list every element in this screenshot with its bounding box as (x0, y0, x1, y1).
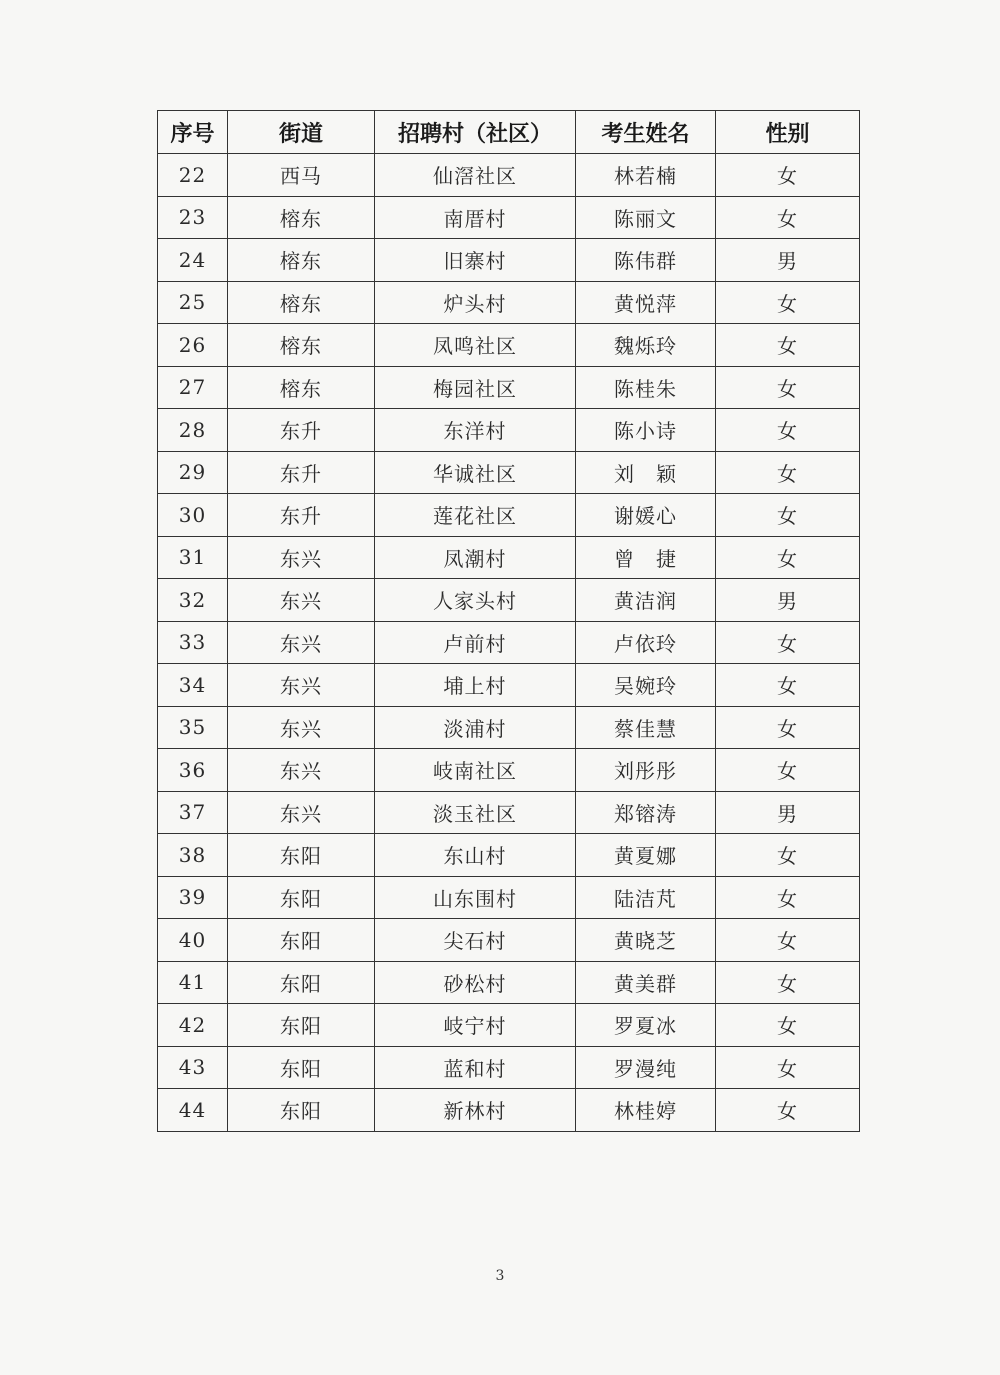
cell-serial-number: 24 (158, 239, 228, 282)
cell-street: 榕东 (228, 366, 375, 409)
cell-street: 东升 (228, 409, 375, 452)
cell-gender: 女 (716, 281, 860, 324)
table-header-row (158, 111, 860, 154)
header-candidate-name: 考生姓名 (576, 111, 716, 154)
cell-candidate-name: 吴婉玲 (576, 664, 716, 707)
cell-serial-number: 33 (158, 621, 228, 664)
cell-recruiting-village: 凤鸣社区 (375, 324, 576, 367)
cell-gender: 女 (716, 366, 860, 409)
cell-recruiting-village: 莲花社区 (375, 494, 576, 537)
table-row (158, 621, 860, 664)
cell-gender: 女 (716, 706, 860, 749)
table-row (158, 536, 860, 579)
cell-recruiting-village: 岐南社区 (375, 749, 576, 792)
cell-recruiting-village: 山东围村 (375, 876, 576, 919)
cell-candidate-name: 黄洁润 (576, 579, 716, 622)
cell-serial-number: 25 (158, 281, 228, 324)
cell-gender: 女 (716, 196, 860, 239)
cell-gender: 女 (716, 451, 860, 494)
cell-street: 东兴 (228, 579, 375, 622)
table-row (158, 1046, 860, 1089)
cell-street: 东兴 (228, 621, 375, 664)
cell-serial-number: 38 (158, 834, 228, 877)
cell-recruiting-village: 东洋村 (375, 409, 576, 452)
table-row (158, 1004, 860, 1047)
cell-serial-number: 36 (158, 749, 228, 792)
cell-serial-number: 31 (158, 536, 228, 579)
cell-serial-number: 41 (158, 961, 228, 1004)
table-row (158, 196, 860, 239)
cell-gender: 女 (716, 876, 860, 919)
table-row (158, 281, 860, 324)
cell-recruiting-village: 岐宁村 (375, 1004, 576, 1047)
table-row (158, 494, 860, 537)
cell-street: 东阳 (228, 1046, 375, 1089)
cell-street: 榕东 (228, 281, 375, 324)
cell-recruiting-village: 砂松村 (375, 961, 576, 1004)
cell-street: 西马 (228, 154, 375, 197)
cell-gender: 女 (716, 961, 860, 1004)
cell-street: 东升 (228, 494, 375, 537)
cell-recruiting-village: 炉头村 (375, 281, 576, 324)
cell-recruiting-village: 埔上村 (375, 664, 576, 707)
cell-serial-number: 40 (158, 919, 228, 962)
cell-candidate-name: 魏烁玲 (576, 324, 716, 367)
cell-gender: 女 (716, 1046, 860, 1089)
cell-serial-number: 30 (158, 494, 228, 537)
cell-candidate-name: 黄夏娜 (576, 834, 716, 877)
cell-recruiting-village: 淡玉社区 (375, 791, 576, 834)
cell-serial-number: 27 (158, 366, 228, 409)
cell-candidate-name: 黄晓芝 (576, 919, 716, 962)
cell-candidate-name: 林桂婷 (576, 1089, 716, 1132)
table-row (158, 706, 860, 749)
cell-candidate-name: 罗夏冰 (576, 1004, 716, 1047)
cell-street: 东阳 (228, 961, 375, 1004)
cell-serial-number: 22 (158, 154, 228, 197)
cell-street: 东兴 (228, 749, 375, 792)
cell-candidate-name: 林若楠 (576, 154, 716, 197)
cell-gender: 女 (716, 324, 860, 367)
table-row (158, 154, 860, 197)
candidate-table (157, 110, 860, 1132)
cell-serial-number: 39 (158, 876, 228, 919)
table-row (158, 324, 860, 367)
cell-serial-number: 28 (158, 409, 228, 452)
cell-serial-number: 43 (158, 1046, 228, 1089)
cell-recruiting-village: 旧寨村 (375, 239, 576, 282)
cell-candidate-name: 陈伟群 (576, 239, 716, 282)
cell-recruiting-village: 淡浦村 (375, 706, 576, 749)
cell-street: 东兴 (228, 791, 375, 834)
table-row (158, 1089, 860, 1132)
cell-recruiting-village: 华诚社区 (375, 451, 576, 494)
cell-recruiting-village: 蓝和村 (375, 1046, 576, 1089)
cell-candidate-name: 陈丽文 (576, 196, 716, 239)
cell-street: 东兴 (228, 706, 375, 749)
cell-gender: 女 (716, 621, 860, 664)
cell-serial-number: 42 (158, 1004, 228, 1047)
cell-gender: 女 (716, 494, 860, 537)
cell-gender: 女 (716, 154, 860, 197)
cell-street: 东阳 (228, 1004, 375, 1047)
cell-gender: 男 (716, 579, 860, 622)
cell-street: 东阳 (228, 919, 375, 962)
table-row (158, 961, 860, 1004)
cell-recruiting-village: 人家头村 (375, 579, 576, 622)
page-number: 3 (495, 1268, 505, 1284)
cell-street: 榕东 (228, 239, 375, 282)
cell-gender: 女 (716, 834, 860, 877)
cell-recruiting-village: 南厝村 (375, 196, 576, 239)
cell-serial-number: 23 (158, 196, 228, 239)
cell-candidate-name: 郑镕涛 (576, 791, 716, 834)
cell-candidate-name: 陆洁芃 (576, 876, 716, 919)
header-serial-number: 序号 (158, 111, 228, 154)
cell-gender: 女 (716, 664, 860, 707)
cell-recruiting-village: 东山村 (375, 834, 576, 877)
cell-serial-number: 37 (158, 791, 228, 834)
cell-recruiting-village: 新林村 (375, 1089, 576, 1132)
cell-candidate-name: 刘彤彤 (576, 749, 716, 792)
cell-street: 东兴 (228, 536, 375, 579)
table-row (158, 451, 860, 494)
cell-candidate-name: 谢媛心 (576, 494, 716, 537)
cell-gender: 女 (716, 919, 860, 962)
cell-gender: 男 (716, 239, 860, 282)
header-recruiting-village: 招聘村（社区） (375, 111, 576, 154)
cell-candidate-name: 曾 捷 (576, 536, 716, 579)
table-row (158, 834, 860, 877)
table-row (158, 239, 860, 282)
cell-street: 东兴 (228, 664, 375, 707)
cell-gender: 女 (716, 1004, 860, 1047)
table-row (158, 749, 860, 792)
cell-candidate-name: 黄美群 (576, 961, 716, 1004)
table-row (158, 919, 860, 962)
table-row (158, 664, 860, 707)
cell-street: 榕东 (228, 196, 375, 239)
table-row (158, 876, 860, 919)
cell-serial-number: 29 (158, 451, 228, 494)
cell-candidate-name: 罗漫纯 (576, 1046, 716, 1089)
table-row (158, 579, 860, 622)
table-row (158, 791, 860, 834)
header-street: 街道 (228, 111, 375, 154)
cell-recruiting-village: 凤潮村 (375, 536, 576, 579)
table-body (158, 154, 860, 1132)
cell-street: 东阳 (228, 1089, 375, 1132)
cell-recruiting-village: 梅园社区 (375, 366, 576, 409)
table-row (158, 366, 860, 409)
cell-candidate-name: 黄悦萍 (576, 281, 716, 324)
cell-candidate-name: 蔡佳慧 (576, 706, 716, 749)
cell-recruiting-village: 尖石村 (375, 919, 576, 962)
cell-serial-number: 35 (158, 706, 228, 749)
header-gender: 性别 (716, 111, 860, 154)
cell-candidate-name: 卢依玲 (576, 621, 716, 664)
cell-candidate-name: 刘 颖 (576, 451, 716, 494)
cell-gender: 男 (716, 791, 860, 834)
cell-gender: 女 (716, 409, 860, 452)
cell-gender: 女 (716, 536, 860, 579)
cell-street: 东阳 (228, 834, 375, 877)
cell-street: 榕东 (228, 324, 375, 367)
cell-serial-number: 34 (158, 664, 228, 707)
cell-street: 东阳 (228, 876, 375, 919)
cell-candidate-name: 陈桂朱 (576, 366, 716, 409)
cell-serial-number: 32 (158, 579, 228, 622)
cell-street: 东升 (228, 451, 375, 494)
cell-recruiting-village: 仙滘社区 (375, 154, 576, 197)
cell-serial-number: 44 (158, 1089, 228, 1132)
cell-candidate-name: 陈小诗 (576, 409, 716, 452)
cell-gender: 女 (716, 749, 860, 792)
cell-gender: 女 (716, 1089, 860, 1132)
cell-serial-number: 26 (158, 324, 228, 367)
cell-recruiting-village: 卢前村 (375, 621, 576, 664)
table-row (158, 409, 860, 452)
